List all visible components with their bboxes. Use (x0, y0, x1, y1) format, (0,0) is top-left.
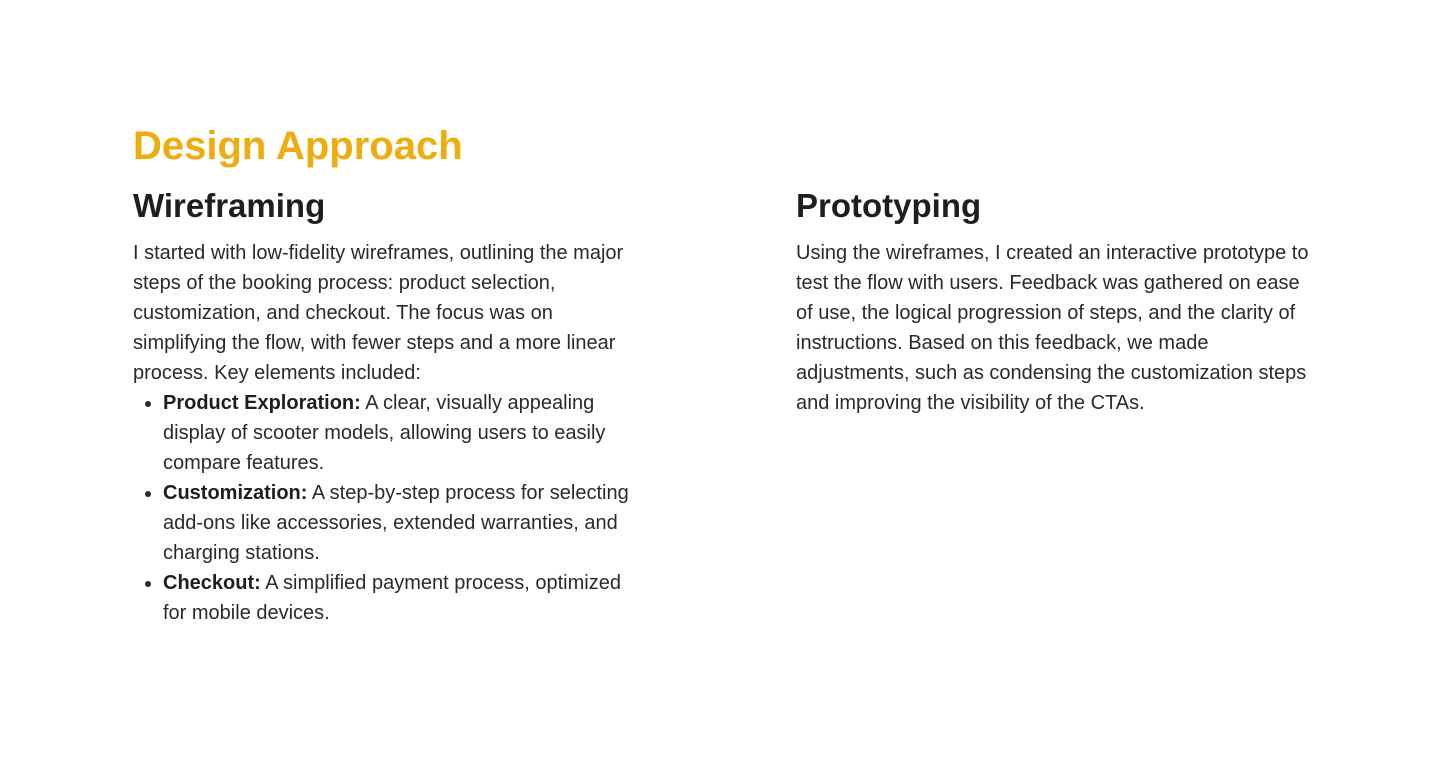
list-item-label: Product Exploration: (163, 392, 361, 414)
section-title: Design Approach (133, 124, 463, 168)
wireframing-intro: I started with low-fidelity wireframes, outlining the major steps of the booking process: product selection, customization, and checkout. The focus was on simplifying the flow, with fewer steps and a more linear process. Key elements included: (133, 242, 624, 384)
design-approach-section (133, 120, 1313, 624)
list-item-label: Customization: (163, 482, 308, 504)
wireframing-title: Wireframing (133, 187, 326, 224)
prototyping-column (796, 184, 1311, 418)
list-item-text: A clear, visually appealing display of scooter models, allowing users to easily compare features. (163, 392, 606, 474)
list-item-label: Checkout: (163, 572, 261, 594)
wireframing-column (133, 184, 648, 628)
prototyping-body: Using the wireframes, I created an interactive prototype to test the flow with users. Feedback was gathered on ease of use, the logical progression of steps, and the clarity of instructions. Based on this feedback, we made adjustments, such as condensing the customization steps and improving the visibility of the CTAs. (796, 242, 1309, 414)
list-item (163, 568, 648, 628)
prototyping-title: Prototyping (796, 187, 982, 224)
list-item (163, 388, 648, 478)
key-elements-list (133, 388, 648, 628)
list-item-text: A step-by-step process for selecting add-ons like accessories, extended warranties, and charging stations. (163, 482, 629, 564)
list-item-text: A simplified payment process, optimized for mobile devices. (163, 572, 621, 624)
list-item (163, 478, 648, 568)
